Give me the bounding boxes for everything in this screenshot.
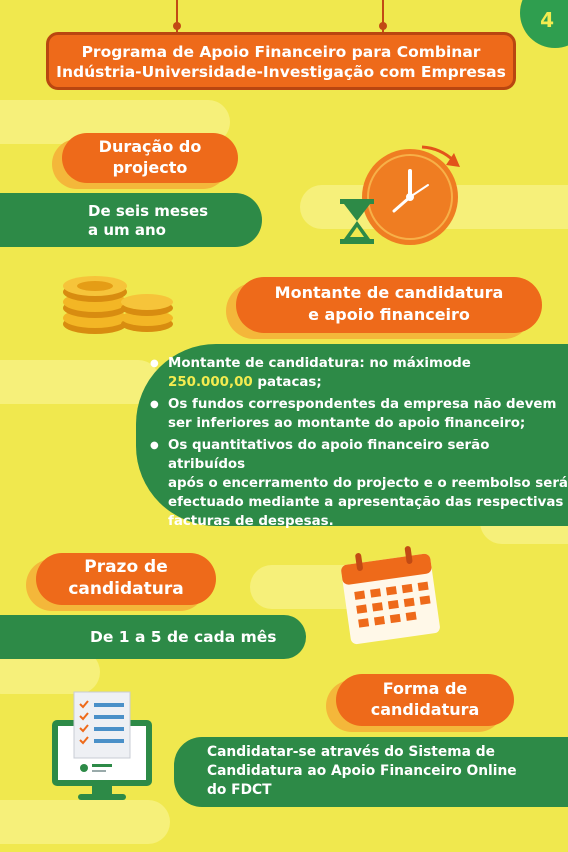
page-number: 4 (540, 8, 554, 32)
clock-icon (330, 135, 470, 255)
monitor-icon (48, 688, 160, 806)
duration-heading (62, 133, 238, 183)
form-text-line: do FDCT (207, 782, 272, 798)
duration-heading-line: Duração do (98, 137, 202, 156)
amount-heading-line: Montante de candidatura (274, 283, 504, 302)
amount-bullet-item (150, 395, 568, 433)
bullet-text: Os fundos correspondentes da empresa não devem (168, 397, 557, 412)
amount-details (136, 344, 568, 529)
amount-bullet-item (150, 354, 568, 392)
calendar-icon (335, 545, 445, 645)
page-title (46, 32, 516, 90)
bullet-text: efectuado mediante a apresentação das respectivas (168, 495, 564, 510)
page-title-line: Indústria-Universidade-Investigação com Empresas (56, 63, 506, 81)
amount-bullet-list (150, 354, 568, 531)
bullet-text: patacas; (252, 375, 322, 390)
bg-stripe (0, 360, 160, 404)
bullet-text: Os quantitativos do apoio financeiro serão atribuídos (168, 438, 490, 472)
bullet-text: facturas de despesas. (168, 514, 334, 529)
form-heading-line: candidatura (370, 700, 480, 719)
amount-bullet-item (150, 436, 568, 531)
form-text-line: Candidatar-se através do Sistema de (207, 744, 495, 760)
bullet-text: Montante de candidatura: no máximode (168, 356, 471, 371)
form-heading-line: Forma de (382, 679, 468, 698)
form-text-line: Candidatura ao Apoio Financeiro Online (207, 763, 517, 779)
duration-text (0, 193, 262, 247)
form-heading (336, 674, 514, 726)
duration-text-line: De seis meses (88, 202, 209, 220)
page-title-line: Programa de Apoio Financeiro para Combinar (81, 43, 481, 61)
title-knot (379, 22, 387, 30)
title-knot (173, 22, 181, 30)
bg-stripe (0, 800, 170, 844)
amount-heading (236, 277, 542, 333)
form-text (174, 737, 568, 807)
duration-heading-line: projecto (112, 158, 188, 177)
amount-heading-line: e apoio financeiro (308, 305, 470, 324)
bullet-text: ser inferiores ao montante do apoio financeiro; (168, 416, 526, 431)
duration-text-line: a um ano (88, 221, 166, 239)
coins-icon (55, 262, 175, 338)
deadline-heading-line: Prazo de (84, 557, 168, 577)
deadline-text: De 1 a 5 de cada mês (0, 615, 306, 659)
amount-highlight: 250.000,00 (168, 375, 253, 390)
deadline-heading-line: candidatura (68, 579, 184, 599)
deadline-heading (36, 553, 216, 605)
bullet-text: após o encerramento do projecto e o reembolso será (168, 476, 568, 491)
